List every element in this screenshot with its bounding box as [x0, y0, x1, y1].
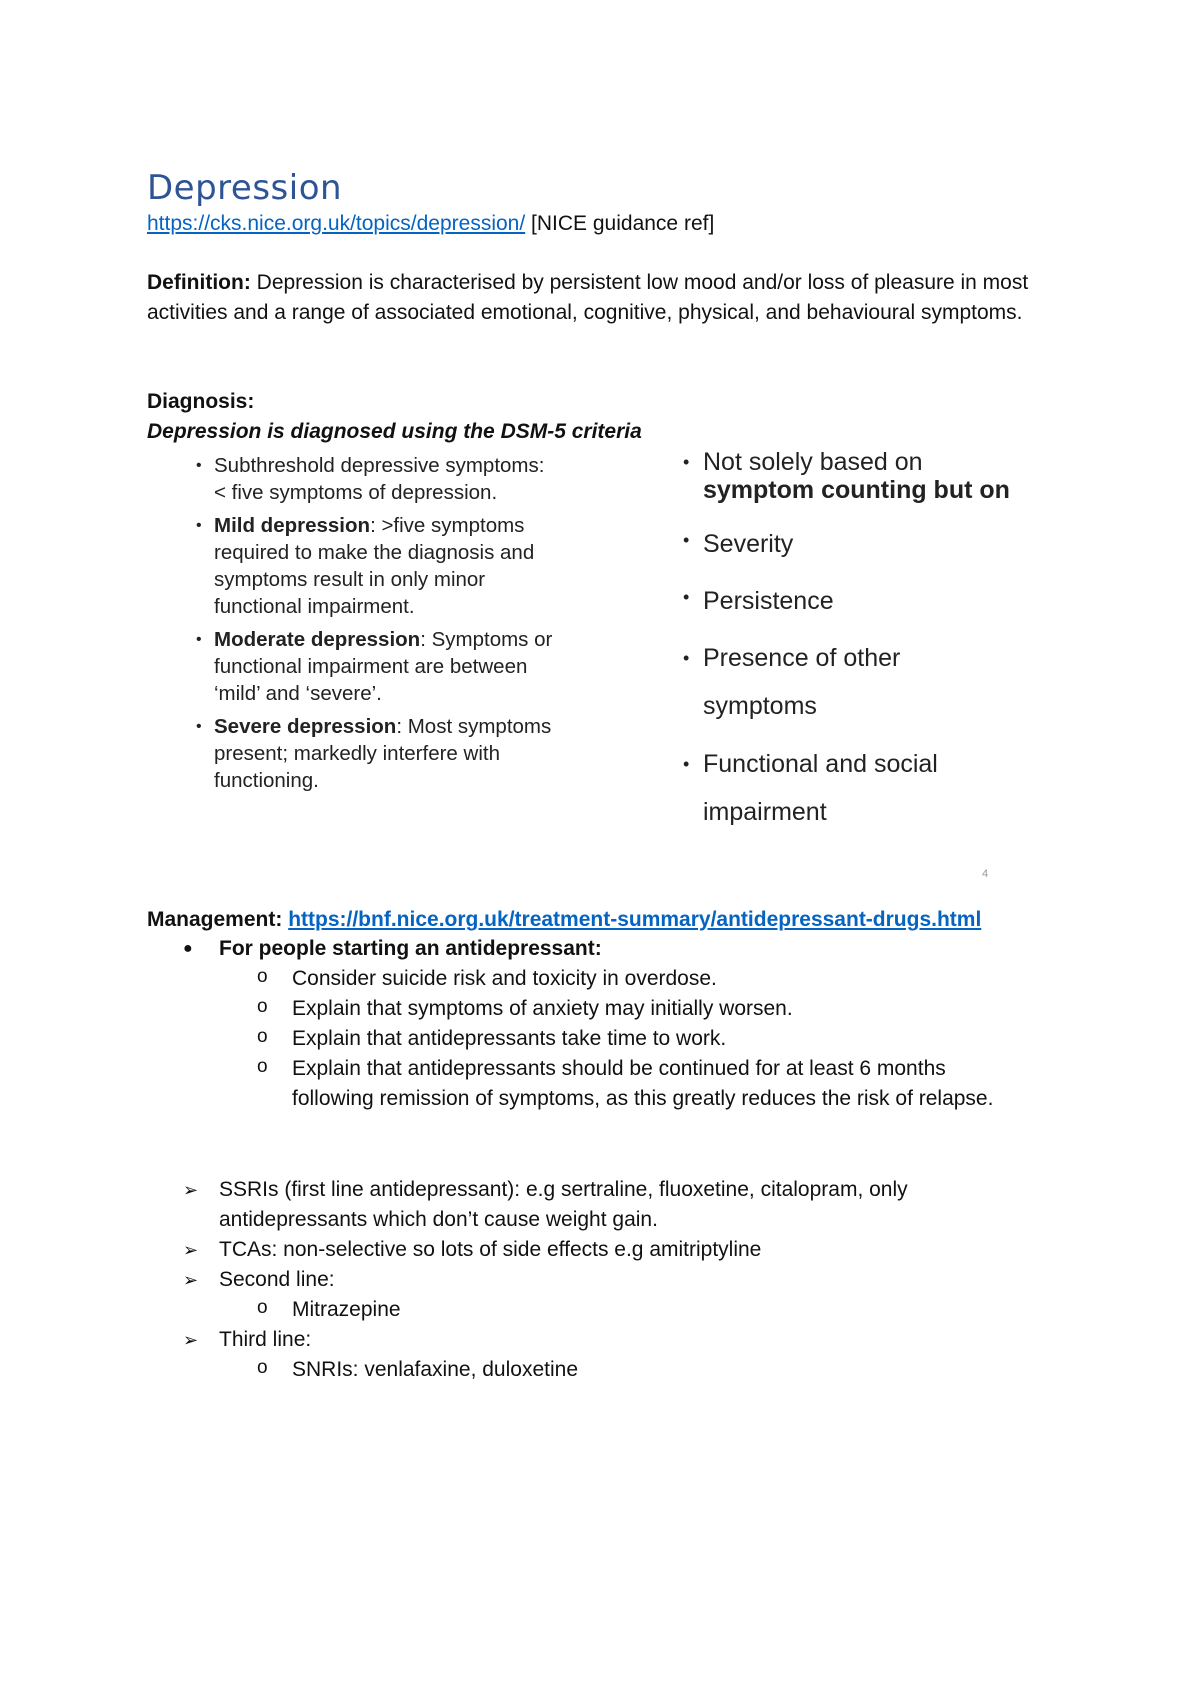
list-item: [147, 1355, 1097, 1385]
list-item: [147, 964, 1097, 994]
definition-text: Depression is characterised by persistent low mood and/or loss of pleasure in most activities and a range of associated emotional, cognitive, physical, and behavioural symptoms.: [147, 271, 1029, 324]
page-title: Depression: [147, 168, 343, 208]
arrow-bullet-icon: ➢: [183, 1270, 199, 1290]
severity-item: [196, 452, 556, 506]
list-item-text: TCAs: non-selective so lots of side effects e.g amitriptyline: [219, 1238, 762, 1261]
list-item: [147, 1024, 1097, 1054]
arrow-bullet-icon: ➢: [183, 1330, 199, 1350]
list-item: [147, 1054, 1097, 1114]
circle-bullet-icon: o: [257, 966, 268, 987]
criteria-item-bold: symptom counting but on: [703, 476, 1010, 504]
circle-bullet-icon: o: [257, 1026, 268, 1047]
diagnosis-subheading: Depression is diagnosed using the DSM-5 criteria: [147, 420, 642, 443]
list-item: [147, 1175, 1097, 1235]
circle-bullet-icon: o: [257, 1056, 268, 1077]
severity-list: [196, 452, 556, 800]
severity-item-text: : Most symptoms present; markedly interfere with functioning.: [214, 715, 552, 792]
slide-number: 4: [982, 868, 989, 880]
arrow-bullet-icon: ➢: [183, 1240, 199, 1260]
management-line: [147, 905, 981, 935]
severity-item-text: Subthreshold depressive symptoms: < five symptoms of depression.: [214, 454, 545, 504]
criteria-item: [683, 740, 1003, 836]
cks-reference-link[interactable]: https://cks.nice.org.uk/topics/depression/: [147, 212, 526, 235]
severity-item: [196, 713, 556, 794]
list-item-text: Explain that antidepressants should be continued for at least 6 months following remission of symptoms, as this greatly reduces the risk of relapse.: [292, 1057, 994, 1110]
list-item-text: Consider suicide risk and toxicity in overdose.: [292, 967, 717, 990]
starting-heading-text: For people starting an antidepressant:: [219, 937, 602, 960]
severity-item: [196, 626, 556, 707]
severity-item-text: : >five symptoms required to make the diagnosis and symptoms result in only minor functional impairment.: [214, 514, 535, 618]
severity-item-bold: Moderate depression: [214, 628, 421, 651]
list-item-text: SNRIs: venlafaxine, duloxetine: [292, 1358, 578, 1381]
circle-bullet-icon: o: [257, 1297, 268, 1318]
management-label: Management:: [147, 908, 283, 931]
list-item-text: SSRIs (first line antidepressant): e.g sertraline, fluoxetine, citalopram, only antidepressants which don’t cause weight gain.: [219, 1178, 908, 1231]
criteria-item-text: Persistence: [703, 587, 834, 615]
criteria-item-text: Severity: [703, 530, 794, 558]
bullet-icon: ●: [183, 940, 193, 957]
reference-note: [NICE guidance ref]: [531, 212, 715, 235]
criteria-item-text: Functional and social impairment: [703, 750, 938, 826]
list-item-text: Explain that antidepressants take time to work.: [292, 1027, 727, 1050]
list-item-text: Mitrazepine: [292, 1298, 401, 1321]
criteria-list: [683, 448, 1013, 836]
diagnosis-heading: Diagnosis:: [147, 390, 255, 413]
severity-item-text: : Symptoms or functional impairment are between ‘mild’ and ‘severe’.: [214, 628, 553, 705]
severity-item-bold: Mild depression: [214, 514, 371, 537]
criteria-item: [683, 448, 1013, 504]
starting-heading: [147, 934, 1097, 964]
criteria-item: [683, 634, 953, 730]
list-item: [147, 994, 1097, 1024]
list-item: [147, 1235, 1097, 1265]
criteria-item: [683, 587, 1013, 616]
severity-item: [196, 512, 556, 620]
list-item-text: Explain that symptoms of anxiety may initially worsen.: [292, 997, 793, 1020]
definition-paragraph: [147, 268, 1047, 328]
list-item: [147, 1325, 1097, 1355]
bnf-link[interactable]: https://bnf.nice.org.uk/treatment-summary/antidepressant-drugs.html: [288, 908, 982, 931]
list-item: [147, 1295, 1097, 1325]
arrow-bullet-icon: ➢: [183, 1180, 199, 1200]
criteria-item: [683, 530, 1013, 559]
criteria-item-text: Presence of other symptoms: [703, 644, 901, 720]
definition-label: Definition:: [147, 271, 251, 294]
circle-bullet-icon: o: [257, 996, 268, 1017]
criteria-item-text: Not solely based on: [703, 448, 923, 476]
circle-bullet-icon: o: [257, 1357, 268, 1378]
list-item-text: Third line:: [219, 1328, 312, 1351]
starting-antidepressant-list: [147, 934, 1097, 1114]
list-item: [147, 1265, 1097, 1295]
drug-list: [147, 1175, 1097, 1385]
list-item-text: Second line:: [219, 1268, 335, 1291]
reference-line: [147, 209, 714, 239]
severity-item-bold: Severe depression: [214, 715, 397, 738]
